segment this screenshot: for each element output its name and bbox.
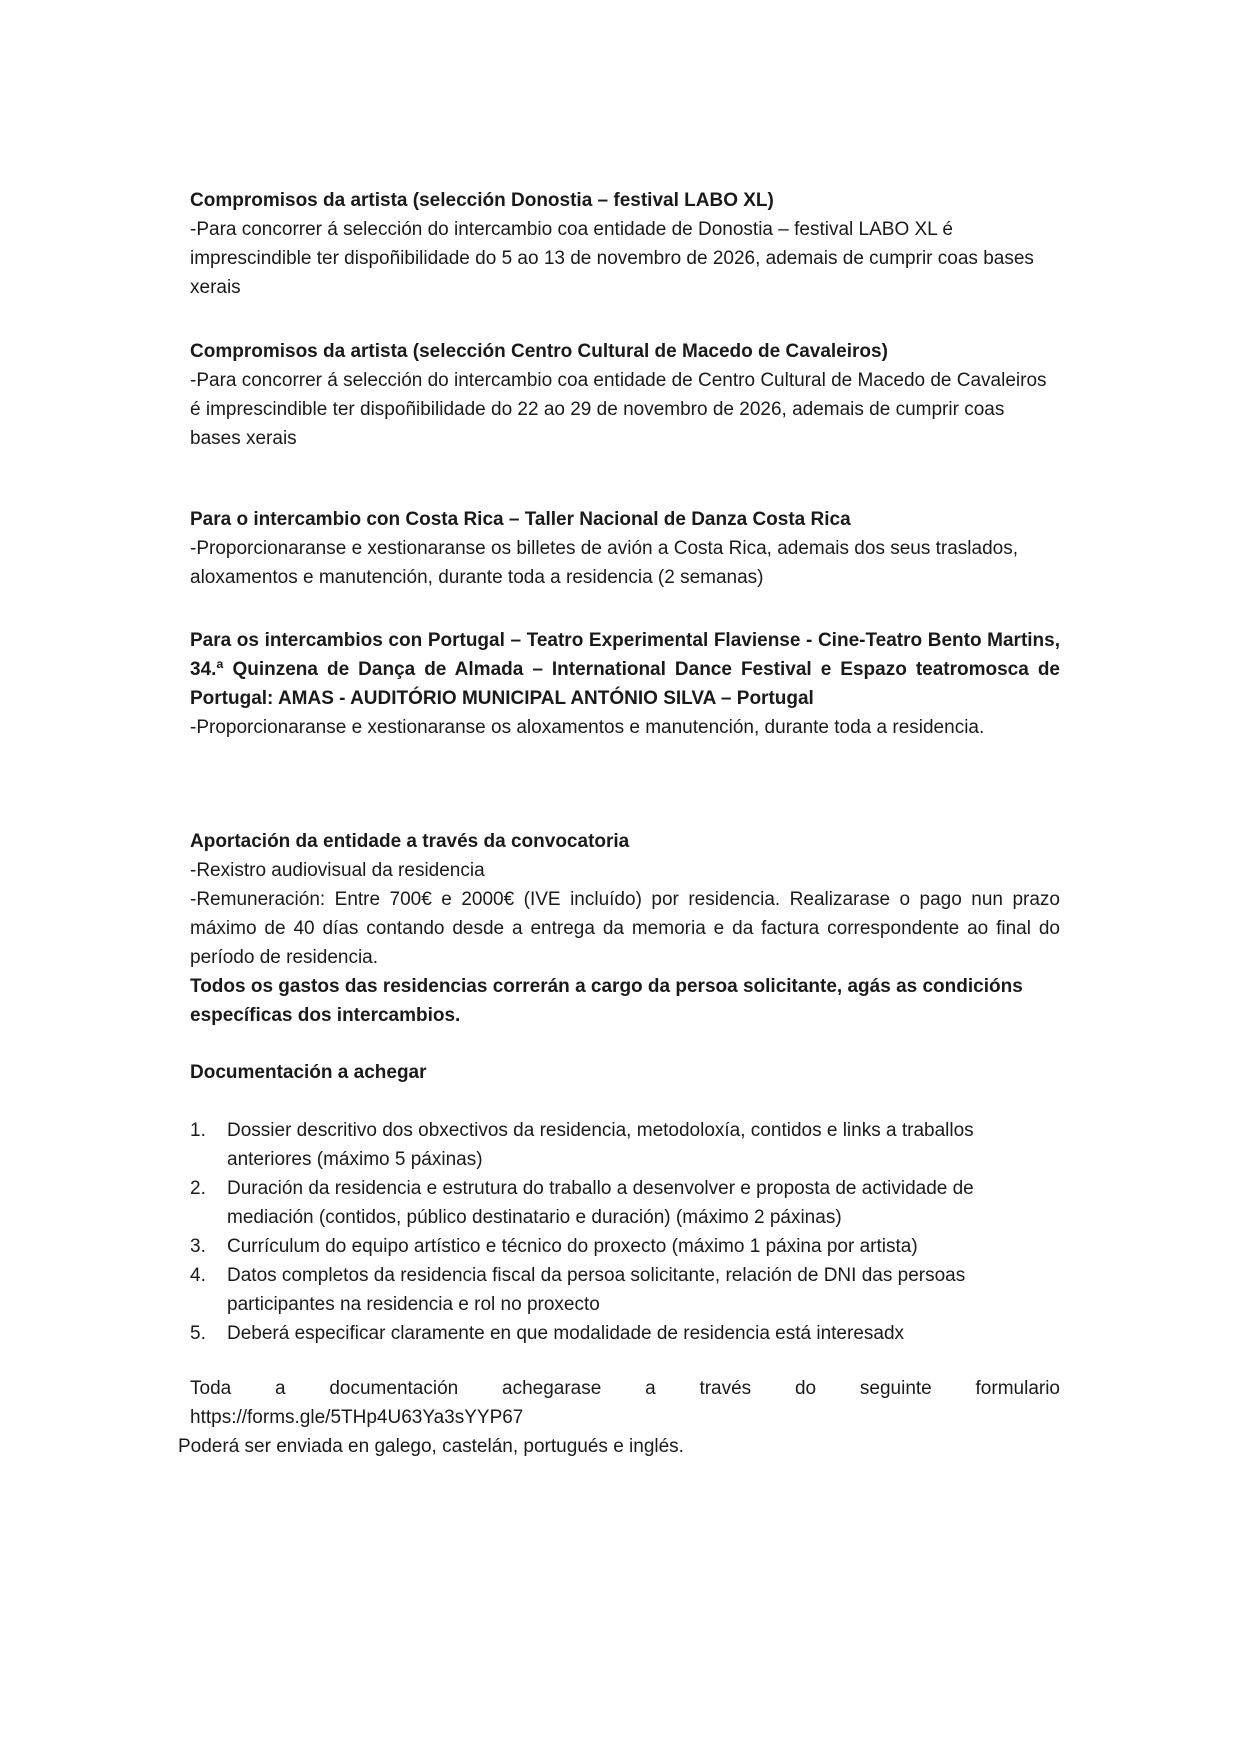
section-body: -Para concorrer á selección do intercambio coa entidade de Centro Cultural de Macedo de Cavaleiros é imprescindible ter dispoñibilidade do 22 ao 29 de novembro de 2026, ademais de cumprir coas bases xerais — [190, 370, 1047, 449]
section-body: -Para concorrer á selección do intercambio coa entidade de Donostia – festival LABO XL é imprescindible ter dispoñibilidade do 5 ao 13 de novembro de 2026, ademais de cumprir coas bases xerais — [190, 219, 1034, 298]
languages-note: Poderá ser enviada en galego, castelán, portugués e inglés. — [178, 1436, 684, 1457]
form-link[interactable]: https://forms.gle/5THp4U63Ya3sYYP67 — [190, 1407, 524, 1428]
section-macedo — [190, 337, 1060, 453]
aportacion-note: Todos os gastos das residencias correrán a cargo da persoa solicitante, agás as condicións específicas dos intercambios. — [190, 976, 1023, 1026]
list-item-text: Dossier descritivo dos obxectivos da residencia, metodoloxía, contidos e links a traballos anteriores (máximo 5 páxinas) — [227, 1120, 974, 1170]
section-heading: Para o intercambio con Costa Rica – Taller Nacional de Danza Costa Rica — [190, 509, 851, 530]
section-heading: Para os intercambios con Portugal – Teatro Experimental Flaviense - Cine-Teatro Bento Martins, 34.ª Quinzena de Dança de Almada – International Dance Festival e Espazo teatromosca de Portugal: AMAS - AUDITÓRIO MUNICIPAL ANTÓNIO SILVA – Portugal — [190, 630, 1060, 709]
section-heading: Documentación a achegar — [190, 1062, 427, 1083]
documentation-list — [190, 1116, 1060, 1348]
section-costa-rica — [190, 505, 1060, 592]
section-body: -Proporcionaranse e xestionaranse os billetes de avión a Costa Rica, ademais dos seus traslados, aloxamentos e manutención, durante toda a residencia (2 semanas) — [190, 538, 1019, 588]
list-item — [190, 1319, 1060, 1348]
section-heading: Compromisos da artista (selección Centro Cultural de Macedo de Cavaleiros) — [190, 341, 888, 362]
list-item-number: 4. — [190, 1265, 206, 1286]
list-item-number: 3. — [190, 1236, 206, 1257]
formulario-intro: Toda a documentación achegarase a través do seguinte formulario — [190, 1378, 1060, 1399]
aportacion-line-rexistro: -Rexistro audiovisual da residencia — [190, 860, 485, 881]
section-formulario — [190, 1374, 1060, 1432]
section-documentacion — [190, 1058, 1060, 1087]
list-item-text: Currículum do equipo artístico e técnico do proxecto (máximo 1 páxina por artista) — [227, 1236, 918, 1257]
list-item-text: Datos completos da residencia fiscal da persoa solicitante, relación de DNI das persoas participantes na residencia e rol no proxecto — [227, 1265, 966, 1315]
documentation-list-container — [190, 1116, 1060, 1348]
section-heading: Aportación da entidade a través da convocatoria — [190, 831, 630, 852]
list-item-number: 2. — [190, 1178, 206, 1199]
list-item — [190, 1116, 1060, 1174]
aportacion-line-remuneracion: -Remuneración: Entre 700€ e 2000€ (IVE incluído) por residencia. Realizarase o pago nun prazo máximo de 40 días contando desde a entrega da memoria e da factura correspondente ao final do período de residencia. — [190, 889, 1060, 968]
list-item — [190, 1261, 1060, 1319]
list-item — [190, 1232, 1060, 1261]
section-aportacion — [190, 827, 1060, 1030]
list-item-number: 1. — [190, 1120, 206, 1141]
section-donostia — [190, 186, 1060, 302]
section-heading: Compromisos da artista (selección Donostia – festival LABO XL) — [190, 190, 774, 211]
list-item-text: Deberá especificar claramente en que modalidade de residencia está interesadx — [227, 1323, 905, 1344]
languages-note-container — [178, 1432, 1048, 1461]
list-item-number: 5. — [190, 1323, 206, 1344]
list-item-text: Duración da residencia e estrutura do traballo a desenvolver e proposta de actividade de mediación (contidos, público destinatario e duración) (máximo 2 páxinas) — [227, 1178, 974, 1228]
list-item — [190, 1174, 1060, 1232]
section-portugal — [190, 626, 1060, 742]
section-body: -Proporcionaranse e xestionaranse os aloxamentos e manutención, durante toda a residencia. — [190, 717, 985, 738]
